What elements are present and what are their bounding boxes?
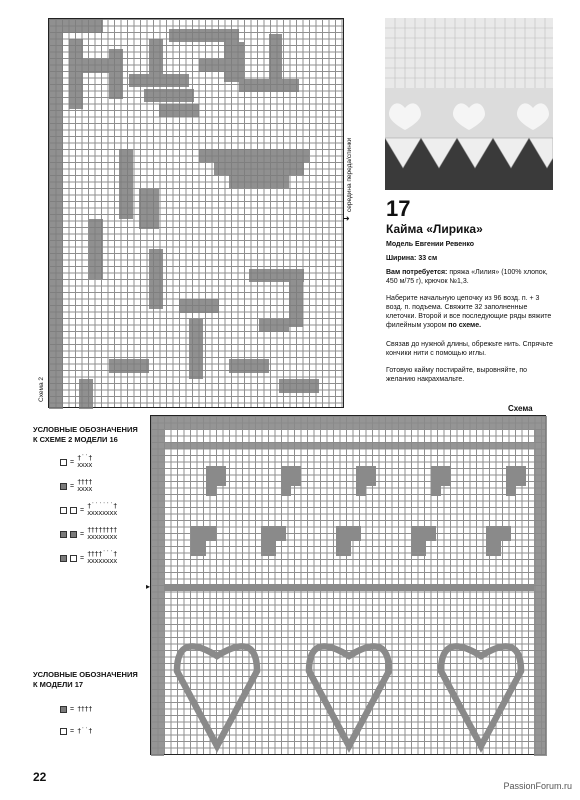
pattern-title: Кайма «Лирика» (386, 222, 483, 236)
model-author: Модель Евгении Ревенко (386, 241, 475, 248)
schema-label: Схема (508, 404, 533, 413)
lace-photo (385, 18, 553, 190)
double-filled-mesh-symbol-icon: †††††††† xxxxxxxx (87, 526, 117, 541)
watermark: PassionForum.ru (503, 781, 572, 791)
legend-16-row-2: = †††† xxxx (60, 479, 92, 493)
filled-cell-icon (60, 483, 67, 490)
empty-cell-icon (60, 459, 67, 466)
double-empty-cell-icon (60, 507, 67, 514)
instructions-para-2: Связав до нужной длины, обрежьте нить. Спрячьте кончики нити с помощью иглы. (386, 341, 553, 357)
mixed-cell-icon (60, 555, 67, 562)
width-info: Ширина: 33 см (386, 255, 438, 262)
mixed-mesh-symbol-icon: ††††˙˙˙† xxxxxxxx (87, 550, 117, 565)
materials-text (386, 268, 554, 286)
empty-cell-icon (60, 728, 67, 735)
filled-cell-icon (60, 706, 67, 713)
legend-16-heading-1: УСЛОВНЫЕ ОБОЗНАЧЕНИЯ (33, 425, 138, 434)
legend-17-row-2: = †˙˙† (60, 724, 92, 738)
schema-2-label: Схема 2 (38, 377, 45, 402)
open-mesh-symbol-icon: †˙˙† (77, 726, 92, 735)
materials-label: Вам потребуется: (386, 269, 448, 276)
legend-16-row-4: = †††††††† xxxxxxxx (60, 527, 117, 541)
instructions-para-1 (386, 294, 554, 330)
middle-marker-label: середина переда/спинки (346, 137, 353, 212)
legend-16-heading-2: К СХЕМЕ 2 МОДЕЛИ 16 (33, 435, 118, 444)
legend-17-heading-1: УСЛОВНЫЕ ОБОЗНАЧЕНИЯ (33, 670, 138, 679)
materials-value: пряжа «Лилия» (100% хлопок, 450 м/75 г), крючок №1,3. (386, 269, 548, 285)
legend-16-row-3: = †˙˙˙˙˙˙† xxxxxxxx (60, 503, 117, 517)
open-mesh-symbol-icon: †˙˙† xxxx (77, 454, 92, 469)
double-open-mesh-symbol-icon: †˙˙˙˙˙˙† xxxxxxxx (87, 502, 117, 517)
instructions-1-bold: по схеме. (448, 322, 482, 329)
pattern-number: 17 (386, 196, 411, 221)
chart-schema-2 (48, 18, 344, 408)
instructions-1-text: Наберите начальную цепочку из 96 возд. п. + 3 возд. п. подъема. Свяжите 32 заполненные клеточки. Второй и все последующие ряды вяжите филейным узором (386, 295, 552, 329)
double-filled-cell-icon (60, 531, 67, 538)
schema-2-motif (49, 19, 345, 409)
legend-16-row-1: = †˙˙† xxxx (60, 455, 92, 469)
page-number: 22 (33, 770, 47, 784)
chart-schema-17 (150, 415, 546, 755)
schema-17-marker-icon: ▸ (146, 582, 151, 591)
schema-17-motif (151, 416, 547, 756)
legend-17-heading-2: К МОДЕЛИ 17 (33, 680, 84, 689)
legend-16-row-5: = ††††˙˙˙† xxxxxxxx (60, 551, 117, 565)
middle-arrow-icon: ➜ (343, 214, 350, 223)
legend-17-row-1: = †††† (60, 702, 92, 716)
instructions-para-3: Готовую кайму постирайте, выровняйте, по желанию накрахмальте. (386, 367, 528, 383)
filled-mesh-symbol-icon: †††† xxxx (77, 478, 92, 493)
filled-mesh-symbol-icon: †††† (77, 704, 92, 713)
